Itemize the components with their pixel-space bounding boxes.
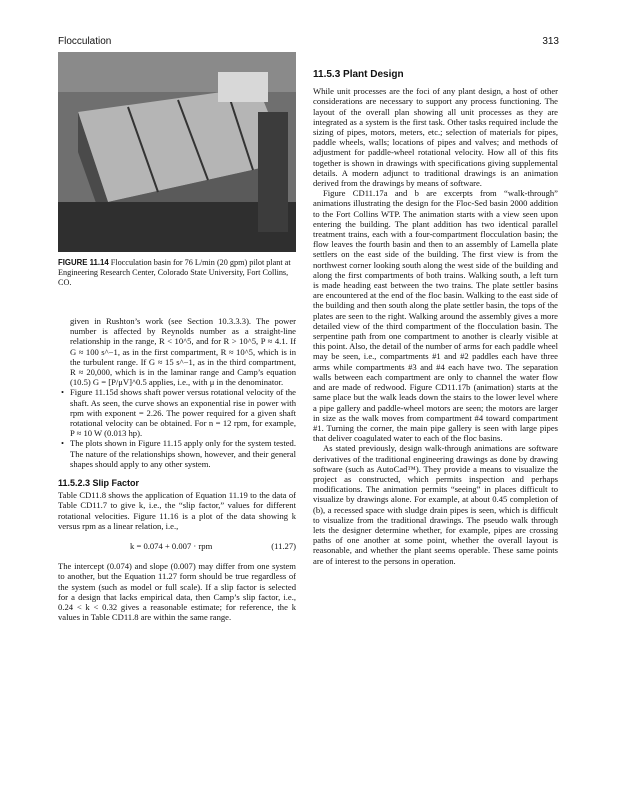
left-column bbox=[58, 316, 296, 622]
plant-design-paragraph-3: As stated previously, design walk-through animations are software derivatives of the traditional engineering drawings as done by drawing software (such as AutoCad™). They provide a means to visualize the project as constructed, which permits inspection and perhaps modifications. The animation permits “seeing” in places difficult to visualize by drawings alone. For example, at about 0.45 completion of (b), a recessed space with sludge drain pipes is seen, which is difficult to visualize from the traditional drawings. The pseudo walk through lets the designer determine whether, for example, pipes are crossing paths of one another at some point, whether the overall layout is reasonable, and whether the plant seems operable. These same points are of interest to the persons in operation. bbox=[313, 443, 558, 566]
equation-number: (11.27) bbox=[271, 541, 296, 552]
running-header: Flocculation bbox=[58, 36, 112, 47]
intro-paragraph: given in Rushton’s work (see Section 10.3.3.3). The power number is affected by Reynolds number as a straight-line relationship in the range, R < 10^5, and for R > 10^5, P ≈ 4.1. If G ≈ 100 s^−1, as in the first compartment, R ≈ 10^5, which is in the turbulent range. If G ≈ 15 s^−1, as in the third compartment, R ≈ 20,000, which is in the laminar range and Camp’s equation (10.5) G = [P/μV]^0.5 applies, i.e., with μ in the denominator. bbox=[70, 316, 296, 388]
bullet-item: • Figure 11.15d shows shaft power versus rotational velocity of the shaft. As seen, the curve shows an exponential rise in power with rpm with exponent = 2.26. The power required for a given shaft rotational velocity can be obtained. For n = 12 rpm, for example, P ≈ 10 W (0.013 hp). bbox=[70, 387, 296, 438]
figure-label: FIGURE 11.14 bbox=[58, 258, 109, 267]
bullet-list bbox=[58, 387, 296, 469]
subsection-title: 11.5.2.3 Slip Factor bbox=[58, 478, 140, 489]
equation-11-27 bbox=[58, 541, 296, 551]
page-number: 313 bbox=[542, 36, 559, 47]
right-column bbox=[313, 52, 558, 566]
plant-design-paragraph-1: While unit processes are the foci of any plant design, a host of other considerations are necessary to support any process functioning. The layout of the overall plan showing all unit processes as they are integrated as a system is the first task. Other tasks required include the sizing of pipes, motors, meters, etc.; selection of materials for pipes, paddle wheels, walls; locations of pipes and valves; and methods of adjustment for paddle-wheel rotational velocity. How all of this fits together is shown in drawings with specifications giving supplemental details. A modern adjunct to traditional drawings is an animation derived from the drawings by means of software. bbox=[313, 86, 558, 189]
section-title: 11.5.3 Plant Design bbox=[313, 69, 404, 80]
closing-paragraph: The intercept (0.074) and slope (0.007) may differ from one system to another, but the Equation 11.27 form should be true regardless of the system (such as model or full scale). If a slip factor is selected for a design that lacks empirical data, then Camp’s slip factor, i.e., 0.24 < k < 0.32 gives a reasonable estimate; for reference, the k values in Table CD11.8 are within the same range. bbox=[58, 561, 296, 623]
slip-factor-paragraph: Table CD11.8 shows the application of Equation 11.19 to the data of Table CD11.7 to give k, i.e., the “slip factor,” values for different rotational velocities. Figure 11.16 is a plot of the data showing k versus rpm as a linear relation, i.e., bbox=[58, 490, 296, 531]
equation-expression: k = 0.074 + 0.007 · rpm bbox=[130, 541, 213, 552]
flocculation-basin-photo bbox=[58, 52, 296, 252]
plant-design-paragraph-2: Figure CD11.17a and b are excerpts from “walk-through” animations illustrating the design for the Floc-Sed basin 2000 addition to the Fort Collins WTP. The animation starts with a view seen upon entering the building. The plant addition has two identical parallel treatment trains, each with a four-compartment flocculation basin; the flow leaves the fourth basin and then to an assembly of Lamella plate settlers on the east side of the building. The first view is from the northwest corner looking south along the west side of the building and along the first compartments of both trains. Walking south, a left turn is made heading east between the two trains. The plate settler basins are encountered at the end of the floc basin. Walking to the east side of the building and then south along the plate settler basin, the tops of the plates are seen to the right. Walking around the assembly gives a more detailed view of the third compartment of the flocculation basin. The serpentine path from one compartment to another is clearly visible at this point. Also, the detail of the number of arms for each paddle wheel may be seen, i.e., compartments #1 and #2 paddles each have three arms while compartments #3 and #4 each have two. The separation walls between each compartment are only to channel the water flow and are made of redwood. Figure CD11.17b (animation) starts at the same place but the walk leads down the stairs to the lower level where a pipe gallery and paddle-wheel motors are seen; the motors are larger in size as the walk moves from compartment #4 toward compartment #1. Turning the corner, the main pipe gallery is seen with large pipes that deliver coagulated water to each of the floc basins. bbox=[313, 188, 558, 444]
bullet-item: • The plots shown in Figure 11.15 apply only for the system tested. The nature of the relationships shown, however, and their general shapes should apply to any other system. bbox=[70, 438, 296, 469]
photo-illustration bbox=[58, 52, 296, 252]
figure-caption-text: Flocculation basin for 76 L/min (20 gpm) pilot plant at Engineering Research Center, Colorado State University, Fort Collins, CO. bbox=[58, 258, 291, 287]
figure-caption bbox=[58, 258, 296, 288]
